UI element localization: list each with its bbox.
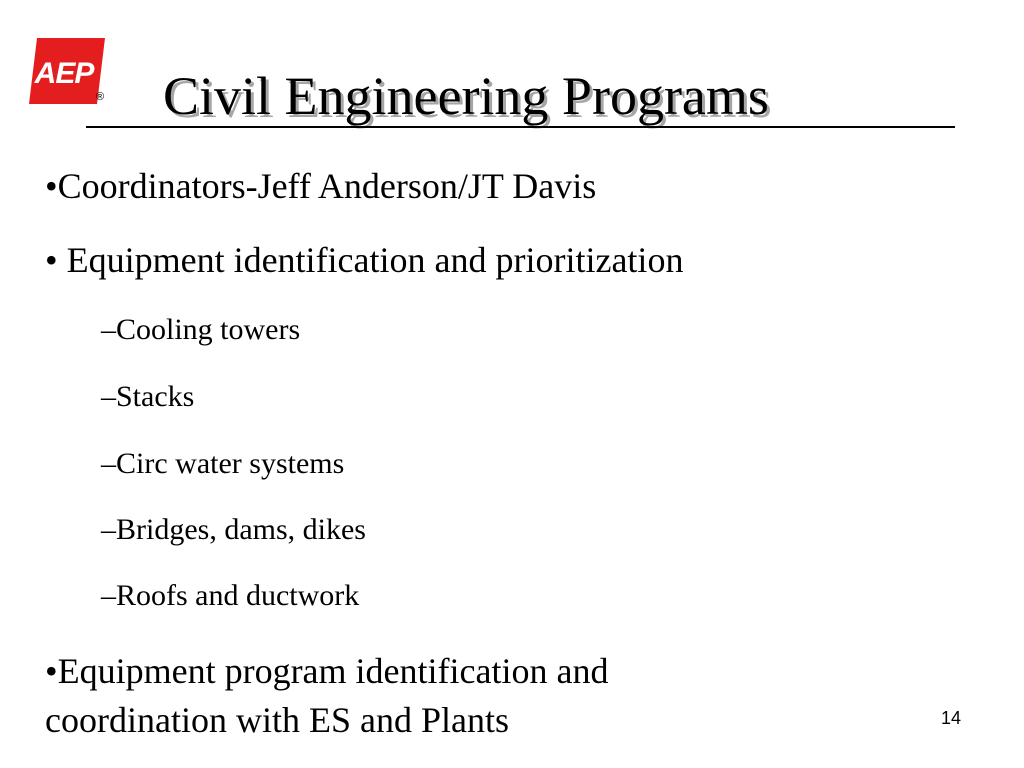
aep-logo-graphic xyxy=(27,38,105,104)
title-underline xyxy=(86,126,955,128)
bullet-equipment-program-line2: coordination with ES and Plants xyxy=(45,700,509,740)
logo-text: AEP xyxy=(34,57,94,90)
aep-logo xyxy=(27,38,105,104)
bullet-equipment-program-line1: •Equipment program identification and xyxy=(45,651,609,691)
slide-title: Civil Engineering Programs xyxy=(163,66,769,126)
sub-item-cooling-towers: –Cooling towers xyxy=(101,313,301,346)
bullet-coordinators: •Coordinators-Jeff Anderson/JT Davis xyxy=(45,166,597,206)
page-number: 14 xyxy=(941,708,962,728)
bullet-equipment-identification: • Equipment identification and prioritization xyxy=(45,240,684,280)
sub-item-bridges: –Bridges, dams, dikes xyxy=(101,513,366,546)
registered-mark: ® xyxy=(96,91,105,103)
sub-item-circ-water: –Circ water systems xyxy=(101,447,345,480)
sub-item-roofs: –Roofs and ductwork xyxy=(101,579,360,612)
sub-item-stacks: –Stacks xyxy=(101,380,195,413)
